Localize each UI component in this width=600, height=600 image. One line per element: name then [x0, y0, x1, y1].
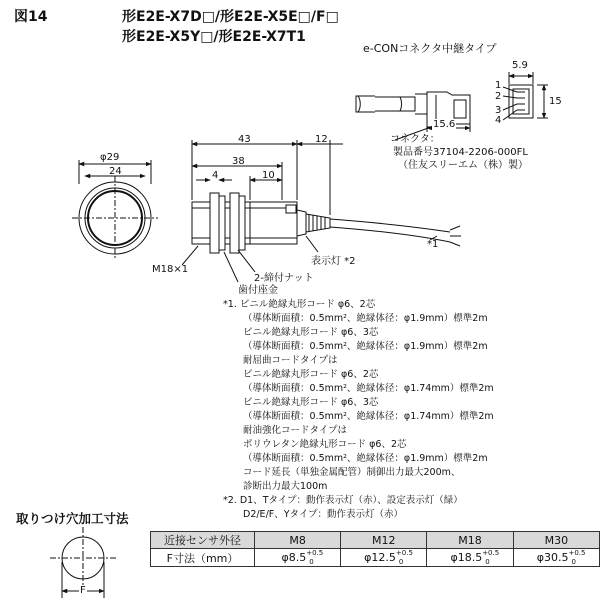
econ-pin-4: 4: [495, 115, 502, 126]
note-line: ビニル絶縁丸形コード φ6、3芯: [243, 327, 379, 338]
table-col-m8: M8: [255, 532, 341, 549]
note-2-line: D2/E/F、Yタイプ：動作表示灯（赤）: [243, 509, 404, 520]
figure-number: 図14: [14, 9, 48, 25]
note-line: （導体断面積：0.5mm²、絶縁体径：φ1.74mm）標準2m: [243, 411, 494, 422]
econ-maker: （住友スリーエム（株）製）: [398, 160, 528, 171]
indicator-label: 表示灯 *2: [311, 256, 356, 267]
dim-38: 38: [232, 156, 245, 167]
dim-24: 24: [109, 166, 122, 177]
sensor-side-view: [192, 193, 461, 253]
econ-dim-156: 15.6: [433, 119, 456, 130]
econ-pin-3: 3: [495, 105, 502, 116]
note-line: コード延長（単独金属配管）制御出力最大200m、: [243, 467, 461, 478]
dim-10: 10: [262, 170, 275, 181]
note-1-head: *1. ビニル絶縁丸形コード φ6、2芯: [223, 299, 376, 310]
note-line: 耐油強化コードタイプは: [243, 425, 348, 436]
note-line: ビニル絶縁丸形コード φ6、2芯: [243, 369, 379, 380]
note-line: 診断出力最大100m: [243, 481, 328, 492]
table-cell-m12: $\varphi 12.5^{+0.5}_0$: [341, 549, 427, 567]
note-line: （導体断面積：0.5mm²、絶縁体径：φ1.74mm）標準2m: [243, 383, 494, 394]
nut-label: 2-締付ナット: [254, 273, 314, 284]
mounting-f-label: F: [80, 585, 86, 596]
table-row-label: F寸法（mm）: [151, 549, 255, 567]
econ-dim-15: 15: [549, 96, 562, 107]
econ-title: e-CONコネクタ中継タイプ: [363, 42, 497, 55]
thread-label: M18×1: [152, 264, 189, 275]
table-col-m18: M18: [427, 532, 513, 549]
table-header-label: 近接センサ外径: [151, 532, 255, 549]
note-line: ポリウレタン絶縁丸形コード φ6、2芯: [243, 439, 407, 450]
note-line: （導体断面積：0.5mm²、絶縁体径：φ1.9mm）標準2m: [243, 341, 488, 352]
note-2-head: *2. D1、Tタイプ：動作表示灯（赤）、設定表示灯（緑）: [223, 495, 463, 506]
dim-12: 12: [315, 134, 328, 145]
washer-label: 歯付座金: [238, 285, 278, 296]
mounting-dimension-table: [150, 531, 600, 567]
dim-43: 43: [238, 134, 251, 145]
dim-phi29: φ29: [100, 152, 120, 163]
dim-4: 4: [212, 170, 219, 181]
table-cell-m18: $\varphi 18.5^{+0.5}_0$: [427, 549, 513, 567]
figure-title-line1: 形E2E-X7D□/形E2E-X5E□/F□: [122, 9, 339, 25]
table-cell-m30: $\varphi 30.5^{+0.5}_0$: [513, 549, 599, 567]
table-col-m12: M12: [341, 532, 427, 549]
note-line: 耐屈曲コードタイプは: [243, 355, 338, 366]
econ-part-number: 製品番号37104-2206-000FL: [393, 147, 528, 158]
mounting-section-title: 取りつけ穴加工寸法: [16, 511, 129, 526]
cord-note-ref: *1: [427, 239, 439, 250]
econ-dim-59: 5.9: [512, 60, 528, 71]
sensor-front-view: [72, 176, 158, 260]
note-line: （導体断面積：0.5mm²、絶縁体径：φ1.9mm）標準2m: [243, 313, 488, 324]
table-col-m30: M30: [513, 532, 599, 549]
table-cell-m8: $\varphi 8.5^{+0.5}_0$: [255, 549, 341, 567]
note-line: （導体断面積：0.5mm²、絶縁体径：φ1.9mm）標準2m: [243, 453, 488, 464]
figure-title-line2: 形E2E-X5Y□/形E2E-X7T1: [122, 29, 306, 45]
table-row: [151, 549, 600, 567]
econ-connector-label: コネクタ：: [390, 134, 440, 145]
econ-pin-1: 1: [495, 80, 502, 91]
table-header-row: [151, 532, 600, 549]
econ-pin-2: 2: [495, 91, 502, 102]
note-line: ビニル絶縁丸形コード φ6、3芯: [243, 397, 379, 408]
